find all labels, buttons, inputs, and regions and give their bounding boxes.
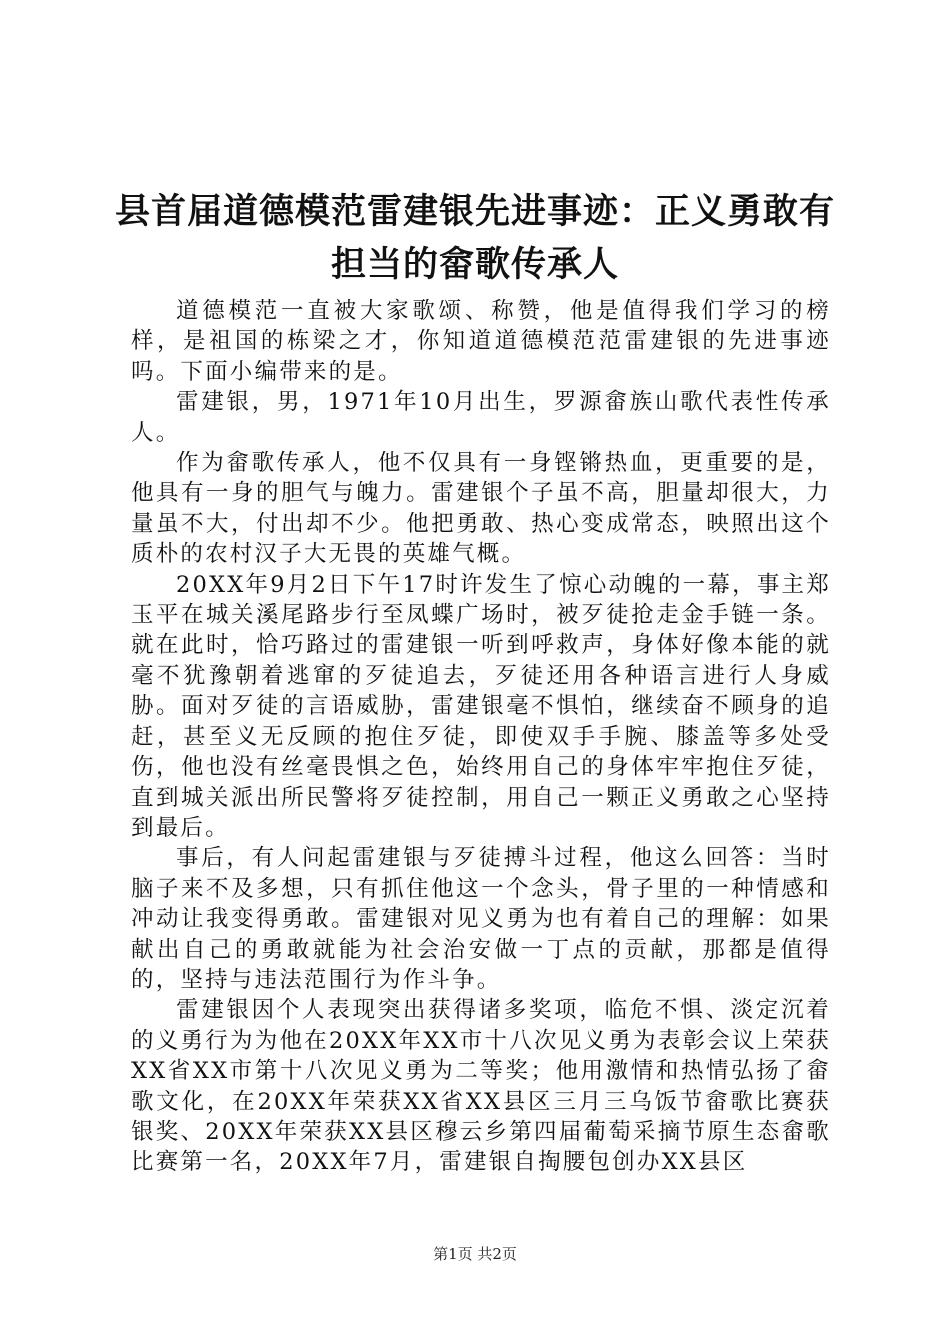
document-body: [131, 296, 831, 1178]
page-footer: 第1页 共2页: [433, 1245, 517, 1263]
document-title: [100, 186, 850, 292]
paragraph-incident: 20XX年9月2日下午17时许发生了惊心动魄的一幕，事主郑玉平在城关溪尾路步行至凤蝶广场时，被歹徒抢走金手链一条。就在此时，恰巧路过的雷建银一听到呼救声，身体好像本能的就毫不犹豫朝着逃窜的歹徒追去，歹徒还用各种语言进行人身威胁。面对歹徒的言语威胁，雷建银毫不惧怕，继续奋不顾身的追赶，甚至义无反顾的抱住歹徒，即使双手手腕、膝盖等多处受伤，他也没有丝毫畏惧之色，始终用自己的身体牢牢抱住歹徒，直到城关派出所民警将歹徒控制，用自己一颗正义勇敢之心坚持到最后。: [131, 571, 831, 841]
paragraph-intro: 道德模范一直被大家歌颂、称赞，他是值得我们学习的榜样，是祖国的栋梁之才，你知道道德模范范雷建银的先进事迹吗。下面小编带来的是。: [131, 298, 831, 385]
paragraph-character: 作为畲歌传承人，他不仅具有一身铿锵热血，更重要的是，他具有一身的胆气与魄力。雷建银个子虽不高，胆量却很大，力量虽不大，付出却不少。他把勇敢、热心变成常态，映照出这个质朴的农村汉子大无畏的英雄气概。: [131, 450, 831, 568]
paragraph-profile: 雷建银，男，1971年10月出生，罗源畲族山歌代表性传承人。: [131, 389, 831, 446]
document-title-line-2: 担当的畲歌传承人: [330, 245, 619, 285]
paragraph-aftermath: 事后，有人问起雷建银与歹徒搏斗过程，他这么回答：当时脑子来不及多想，只有抓住他这一个念头，骨子里的一种情感和冲动让我变得勇敢。雷建银对见义勇为也有着自己的理解：如果献出自己的勇敢就能为社会治安做一丁点的贡献，那都是值得的，坚持与违法范围行为作斗争。: [131, 845, 831, 993]
document-title-line-1: 县首届道德模范雷建银先进事迹：正义勇敢有: [114, 192, 835, 232]
paragraph-awards: 雷建银因个人表现突出获得诸多奖项，临危不惧、淡定沉着的义勇行为为他在20XX年XX市十八次见义勇为表彰会议上荣获XX省XX市第十八次见义勇为二等奖；他用激情和热情弘扬了畲歌文化，在20XX年荣获XX省XX县区三月三乌饭节畲歌比赛获银奖、20XX年荣获XX县区穆云乡第四届葡萄采摘节原生态畲歌比赛第一名，20XX年7月，雷建银自掏腰包创办XX县区: [131, 997, 831, 1176]
